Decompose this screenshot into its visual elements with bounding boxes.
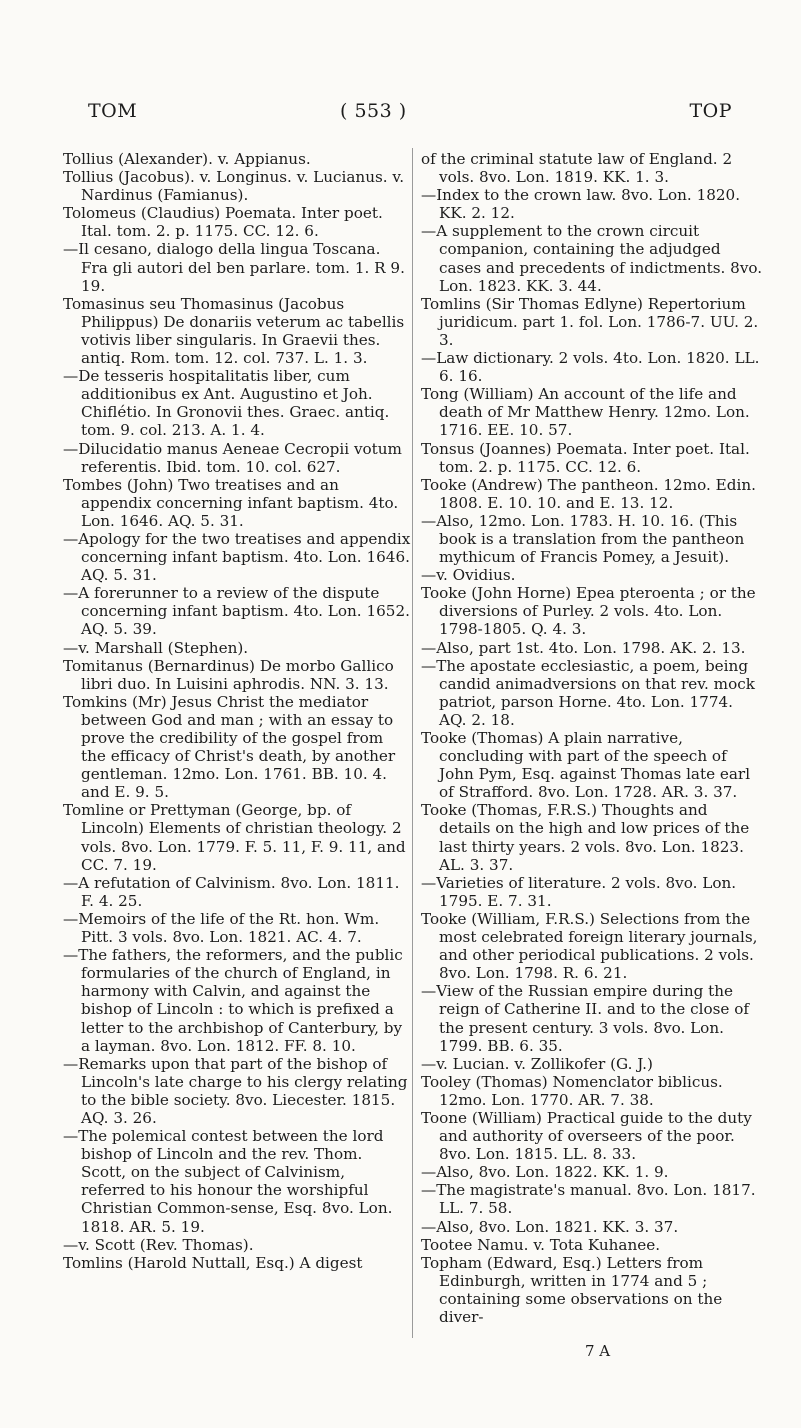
index-entry: —The fathers, the reformers, and the public formularies of the church of England, in harmony with Calvin, and against the bishop of Lincoln : to which is prefixed a letter to the archbishop of Canterbury, by a layman. 8vo. Lon. 1812. FF. 8. 10. — [63, 946, 403, 1055]
index-entry: —The magistrate's manual. 8vo. Lon. 1817. LL. 7. 58. — [421, 1181, 756, 1218]
index-entry: Tomitanus (Bernardinus) De morbo Gallico libri duo. In Luisini aphrodis. NN. 3. 13. — [63, 656, 394, 693]
page-header — [72, 100, 732, 140]
index-entry: Tomlins (Harold Nuttall, Esq.) A digest — [63, 1253, 363, 1272]
index-entry: Tootee Namu. v. Tota Kuhanee. — [421, 1235, 661, 1254]
index-entry: —Il cesano, dialogo della lingua Toscana. Fra gli autori del ben parlare. tom. 1. R 9. 19. — [63, 240, 405, 295]
index-entry: —Also, 8vo. Lon. 1821. KK. 3. 37. — [421, 1217, 679, 1236]
index-entry: Tolomeus (Claudius) Poemata. Inter poet. Ital. tom. 2. p. 1175. CC. 12. 6. — [63, 204, 383, 241]
index-entry: —De tesseris hospitalitatis liber, cum additionibus ex Ant. Augustino et Joh. Chiflétio. In Gronovii thes. Graec. antiq. tom. 9. col. 213. A. 1. 4. — [63, 367, 390, 440]
index-entry: —v. Scott (Rev. Thomas). — [63, 1235, 254, 1254]
index-entry: —v. Lucian. v. Zollikofer (G. J.) — [421, 1054, 653, 1073]
index-entry: Tomlins (Sir Thomas Edlyne) Repertorium juridicum. part 1. fol. Lon. 1786-7. UU. 2. 3. — [421, 294, 759, 349]
index-entry: Tooley (Thomas) Nomenclator biblicus. 12mo. Lon. 1770. AR. 7. 38. — [421, 1072, 723, 1109]
index-entry: Tollius (Jacobus). v. Longinus. v. Lucianus. v. Nardinus (Famianus). — [63, 168, 405, 205]
header-page-number: ( 553 ) — [340, 100, 407, 122]
index-entry: Tooke (Thomas, F.R.S.) Thoughts and details on the high and low prices of the last thirty years. 2 vols. 8vo. Lon. 1823. AL. 3. 37. — [421, 801, 750, 874]
index-entry: —The polemical contest between the lord bishop of Lincoln and the rev. Thom. Scott, on the subject of Calvinism, referred to his honour the worshipful Christian Common-sense, Esq. 8vo. Lon. 1818. AR. 5. 19. — [63, 1127, 393, 1236]
index-entry: —Varieties of literature. 2 vols. 8vo. Lon. 1795. E. 7. 31. — [421, 873, 737, 910]
index-entry: of the criminal statute law of England. 2 vols. 8vo. Lon. 1819. KK. 1. 3. — [421, 150, 733, 187]
index-entry: Toone (William) Practical guide to the duty and authority of overseers of the poor. 8vo. Lon. 1815. LL. 8. 33. — [421, 1108, 752, 1164]
index-entry: —Remarks upon that part of the bishop of Lincoln's late charge to his clergy relating to the bible society. 8vo. Liecester. 1815. AQ. 3. 26. — [63, 1054, 408, 1127]
index-entry: Tooke (Andrew) The pantheon. 12mo. Edin. 1808. E. 10. 10. and E. 13. 12. — [421, 475, 756, 512]
header-left: TOM — [88, 100, 138, 122]
left-column — [63, 150, 411, 1272]
header-right: TOP — [689, 100, 732, 122]
index-entry: —Memoirs of the life of the Rt. hon. Wm. Pitt. 3 vols. 8vo. Lon. 1821. AC. 4. 7. — [63, 909, 380, 947]
index-entry: Tonsus (Joannes) Poemata. Inter poet. Ital. tom. 2. p. 1175. CC. 12. 6. — [421, 439, 750, 476]
index-entry: —Index to the crown law. 8vo. Lon. 1820. KK. 2. 12. — [421, 186, 741, 223]
index-entry: —A refutation of Calvinism. 8vo. Lon. 1811. F. 4. 25. — [63, 873, 400, 910]
index-entry: —Also, 8vo. Lon. 1822. KK. 1. 9. — [421, 1163, 669, 1182]
index-entry: Tomline or Prettyman (George, bp. of Lincoln) Elements of christian theology. 2 vols. 8vo. Lon. 1779. F. 5. 11, F. 9. 11, and CC. 7. 19. — [63, 801, 406, 874]
index-entry: Tong (William) An account of the life and death of Mr Matthew Henry. 12mo. Lon. 1716. EE. 10. 57. — [421, 385, 750, 440]
index-entry: —Also, 12mo. Lon. 1783. H. 10. 16. (This book is a translation from the pantheon mythicum of Francis Pomey, a Jesuit). — [421, 511, 745, 567]
index-entry: Tombes (John) Two treatises and an appendix concerning infant baptism. 4to. Lon. 1646. AQ. 5. 31. — [63, 475, 399, 530]
index-entry: Tooke (John Horne) Epea pteroenta ; or the diversions of Purley. 2 vols. 4to. Lon. 1798-1805. Q. 4. 3. — [421, 584, 756, 639]
right-column — [421, 150, 763, 1326]
index-entry: Tooke (Thomas) A plain narrative, concluding with part of the speech of John Pym, Esq. against Thomas late earl of Strafford. 8vo. Lon. 1728. AR. 3. 37. — [421, 729, 751, 802]
index-entry: —The apostate ecclesiastic, a poem, being candid animadversions on that rev. mock patriot, parson Horne. 4to. Lon. 1774. AQ. 2. 18. — [421, 656, 755, 729]
column-divider — [412, 148, 413, 1338]
index-entry: —Also, part 1st. 4to. Lon. 1798. AK. 2. 13. — [421, 638, 746, 657]
index-entry: —A forerunner to a review of the dispute concerning infant baptism. 4to. Lon. 1652. AQ. 5. 39. — [63, 584, 410, 639]
index-entry: —Apology for the two treatises and appendix concerning infant baptism. 4to. Lon. 1646. AQ. 5. 31. — [63, 529, 411, 585]
index-entry: Tomkins (Mr) Jesus Christ the mediator between God and man ; with an essay to prove the credibility of the gospel from the efficacy of Christ's death, by another gentleman. 12mo. Lon. 1761. BB. 10. 4. and E. 9. 5. — [63, 692, 396, 802]
signature-mark: 7 A — [585, 1342, 611, 1360]
index-entry: Tollius (Alexander). v. Appianus. — [63, 150, 311, 168]
index-entry: —v. Marshall (Stephen). — [63, 638, 249, 657]
index-entry: —Dilucidatio manus Aeneae Cecropii votum referentis. Ibid. tom. 10. col. 627. — [63, 439, 402, 476]
index-entry: Topham (Edward, Esq.) Letters from Edinburgh, written in 1774 and 5 ; containing some observations on the diver- — [421, 1253, 723, 1326]
index-entry: —v. Ovidius. — [421, 566, 516, 585]
index-entry: —View of the Russian empire during the reign of Catherine II. and to the close of the present century. 3 vols. 8vo. Lon. 1799. BB. 6. 35. — [421, 982, 749, 1055]
index-entry: —A supplement to the crown circuit companion, containing the adjudged cases and precedents of indictments. 8vo. Lon. 1823. KK. 3. 44. — [421, 222, 763, 295]
index-entry: Tooke (William, F.R.S.) Selections from the most celebrated foreign literary journals, and other periodical publications. 2 vols. 8vo. Lon. 1798. R. 6. 21. — [421, 909, 758, 983]
index-entry: —Law dictionary. 2 vols. 4to. Lon. 1820. LL. 6. 16. — [421, 349, 760, 386]
index-entry: Tomasinus seu Thomasinus (Jacobus Philippus) De donariis veterum ac tabellis votivis liber singularis. In Graevii thes. antiq. Rom. tom. 12. col. 737. L. 1. 3. — [63, 294, 405, 368]
